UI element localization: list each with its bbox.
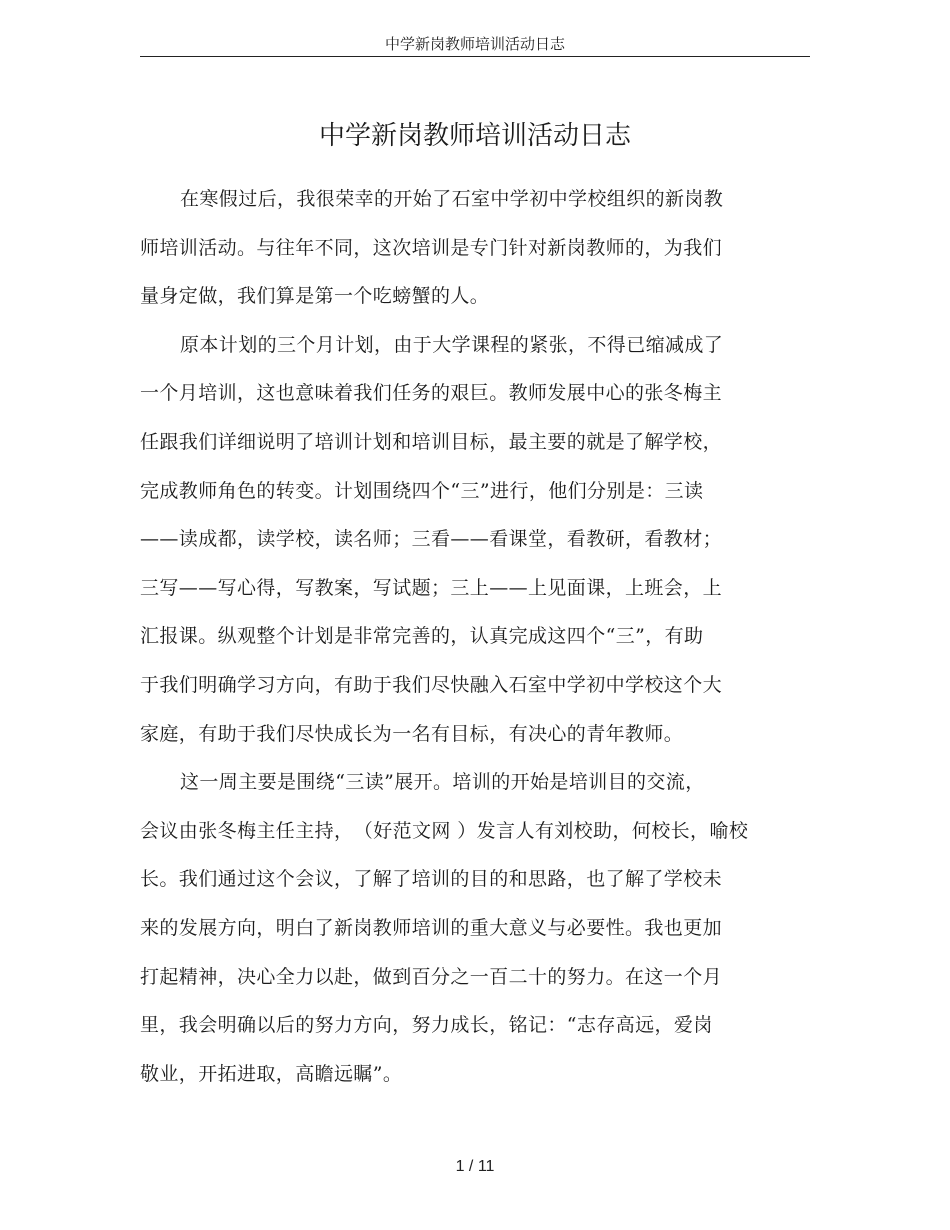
header-divider [140,56,810,57]
paragraph-2-line-9: 家庭，有助于我们尽快成长为一名有目标，有决心的青年教师。 [140,722,684,745]
page-number: 1 / 11 [455,1158,495,1175]
paragraph-2-line-8: 于我们明确学习方向，有助于我们尽快融入石室中学初中学校这个大 [140,673,723,696]
paragraph-2-line-7: 汇报课。纵观整个计划是非常完善的，认真完成这四个“三”，有助 [140,625,704,648]
paragraph-2-line-4: 完成教师角色的转变。计划围绕四个“三”进行，他们分别是：三读 [140,479,704,502]
paragraph-2-line-3: 任跟我们详细说明了培训计划和培训目标，最主要的就是了解学校， [140,430,723,453]
paragraph-3-line-6: 里，我会明确以后的努力方向，努力成长，铭记：“志存高远，爱岗 [140,1014,713,1037]
paragraph-3-line-2: 会议由张冬梅主任主持， （好范文网 ）发言人有刘校助，何校长，喻校 [140,819,749,842]
document-title: 中学新岗教师培训活动日志 [318,121,631,151]
running-header: 中学新岗教师培训活动日志 [384,35,565,53]
paragraph-1-line-3: 量身定做，我们算是第一个吃螃蟹的人。 [140,285,490,308]
paragraph-2-line-2: 一个月培训，这也意味着我们任务的艰巨。教师发展中心的张冬梅主 [140,382,723,405]
paragraph-3-line-5: 打起精神，决心全力以赴，做到百分之一百二十的努力。在这一个月 [140,965,723,988]
paragraph-2-line-6: 三写——写心得，写教案，写试题；三上——上见面课，上班会，上 [140,576,723,599]
paragraph-1-line-1: 在寒假过后，我很荣幸的开始了石室中学初中学校组织的新岗教 [180,188,724,210]
document-body [140,181,800,1104]
paragraph-3-line-3: 长。我们通过这个会议，了解了培训的目的和思路，也了解了学校未 [140,868,723,891]
paragraph-2-line-1: 原本计划的三个月计划，由于大学课程的紧张，不得已缩减成了 [180,333,724,356]
paragraph-2-line-5: ——读成都，读学校，读名师；三看——看课堂，看教研，看教材； [140,528,723,551]
paragraph-1-line-2: 师培训活动。与往年不同，这次培训是专门针对新岗教师的，为我们 [140,236,723,259]
paragraph-3-line-1: 这一周主要是围绕“三读”展开。培训的开始是培训目的交流， [180,771,705,794]
paragraph-3-line-7: 敬业，开拓进取，高瞻远瞩”。 [140,1062,403,1085]
paragraph-3-line-4: 来的发展方向，明白了新岗教师培训的重大意义与必要性。我也更加 [140,916,723,939]
